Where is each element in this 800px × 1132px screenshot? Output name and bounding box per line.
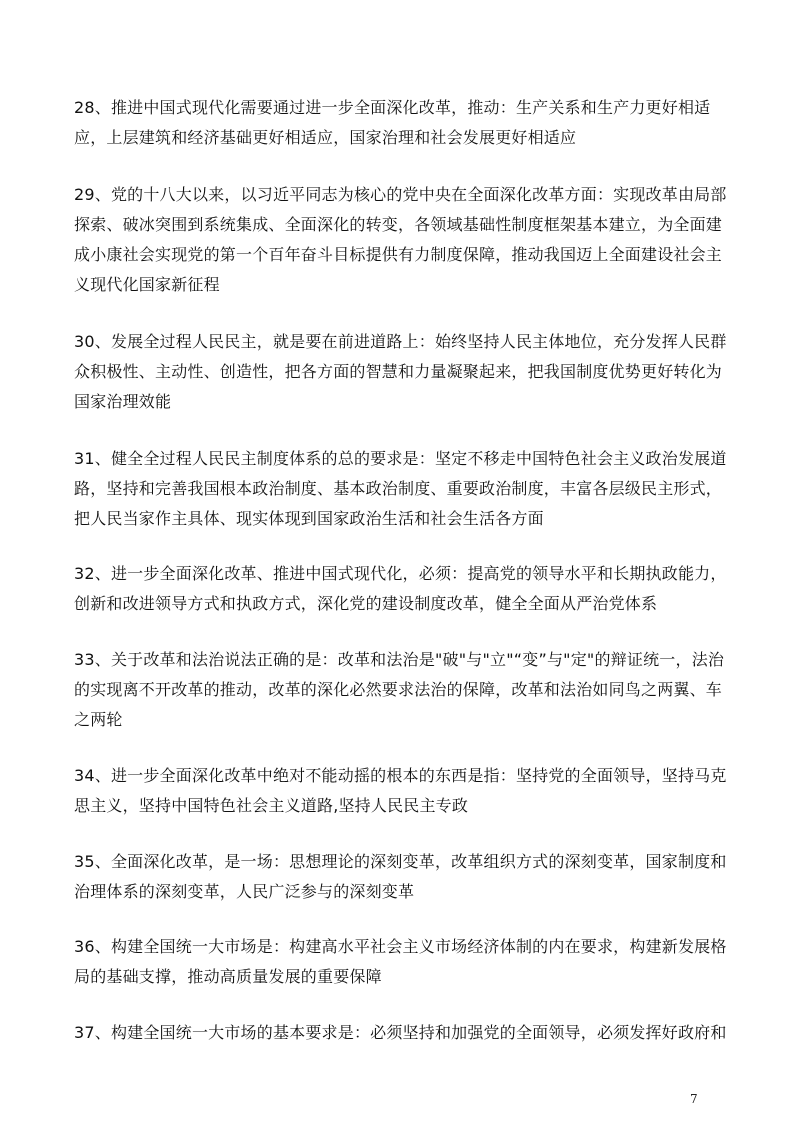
item-32 bbox=[74, 559, 734, 619]
text-line: 国家治理效能 bbox=[74, 392, 172, 411]
page-number: 7 bbox=[690, 1092, 698, 1106]
item-35 bbox=[74, 847, 734, 907]
text-line: 34、进一步全面深化改革中绝对不能动摇的根本的东西是指：坚持党的全面领导，坚持马克 bbox=[74, 766, 727, 785]
text-line: 36、构建全国统一大市场是：构建高水平社会主义市场经济体制的内在要求，构建新发展格 bbox=[74, 937, 727, 956]
text-line: 30、发展全过程人民民主，就是要在前进道路上：始终坚持人民主体地位，充分发挥人民群 bbox=[74, 332, 727, 351]
item-29 bbox=[74, 180, 734, 300]
text-line: 29、党的十八大以来，以习近平同志为核心的党中央在全面深化改革方面：实现改革由局部 bbox=[74, 185, 727, 204]
item-33 bbox=[74, 645, 734, 735]
text-line: 32、进一步全面深化改革、推进中国式现代化，必须：提高党的领导水平和长期执政能力， bbox=[74, 564, 727, 583]
text-line: 路，坚持和完善我国根本政治制度、基本政治制度、重要政治制度，丰富各层级民主形式， bbox=[74, 479, 723, 498]
item-30 bbox=[74, 327, 734, 417]
text-line: 的实现离不开改革的推动，改革的深化必然要求法治的保障，改革和法治如同鸟之两翼、车 bbox=[74, 680, 723, 699]
text-line: 创新和改进领导方式和执政方式，深化党的建设制度改革，健全全面从严治党体系 bbox=[74, 594, 658, 613]
text-line: 33、关于改革和法治说法正确的是：改革和法治是"破"与"立"“变”与"定"的辩证统一，法治 bbox=[74, 650, 725, 669]
text-line: 局的基础支撑，推动高质量发展的重要保障 bbox=[74, 967, 382, 986]
text-line: 把人民当家作主具体、现实体现到国家政治生活和社会生活各方面 bbox=[74, 509, 544, 528]
text-line: 35、全面深化改革，是一场：思想理论的深刻变革，改革组织方式的深刻变革，国家制度和 bbox=[74, 852, 727, 871]
item-34 bbox=[74, 761, 734, 821]
text-line: 之两轮 bbox=[74, 710, 123, 729]
text-line: 31、健全全过程人民民主制度体系的总的要求是：坚定不移走中国特色社会主义政治发展道 bbox=[74, 449, 727, 468]
text-line: 众积极性、主动性、创造性，把各方面的智慧和力量凝聚起来，把我国制度优势更好转化为 bbox=[74, 362, 723, 381]
text-line: 思主义，坚持中国特色社会主义道路,坚持人民民主专政 bbox=[74, 796, 469, 815]
text-line: 治理体系的深刻变革，人民广泛参与的深刻变革 bbox=[74, 882, 415, 901]
text-line: 探索、破冰突围到系统集成、全面深化的转变，各领域基础性制度框架基本建立，为全面建 bbox=[74, 215, 723, 234]
item-31 bbox=[74, 444, 734, 534]
item-36 bbox=[74, 932, 734, 992]
text-line: 37、构建全国统一大市场的基本要求是：必须坚持和加强党的全面领导，必须发挥好政府和 bbox=[74, 1023, 727, 1042]
item-37 bbox=[74, 1018, 734, 1048]
text-line: 应，上层建筑和经济基础更好相适应，国家治理和社会发展更好相适应 bbox=[74, 128, 577, 147]
item-28 bbox=[74, 93, 734, 153]
text-line: 成小康社会实现党的第一个百年奋斗目标提供有力制度保障，推动我国迈上全面建设社会主 bbox=[74, 245, 723, 264]
text-line: 义现代化国家新征程 bbox=[74, 275, 220, 294]
text-line: 28、推进中国式现代化需要通过进一步全面深化改革，推动：生产关系和生产力更好相适 bbox=[74, 98, 711, 117]
